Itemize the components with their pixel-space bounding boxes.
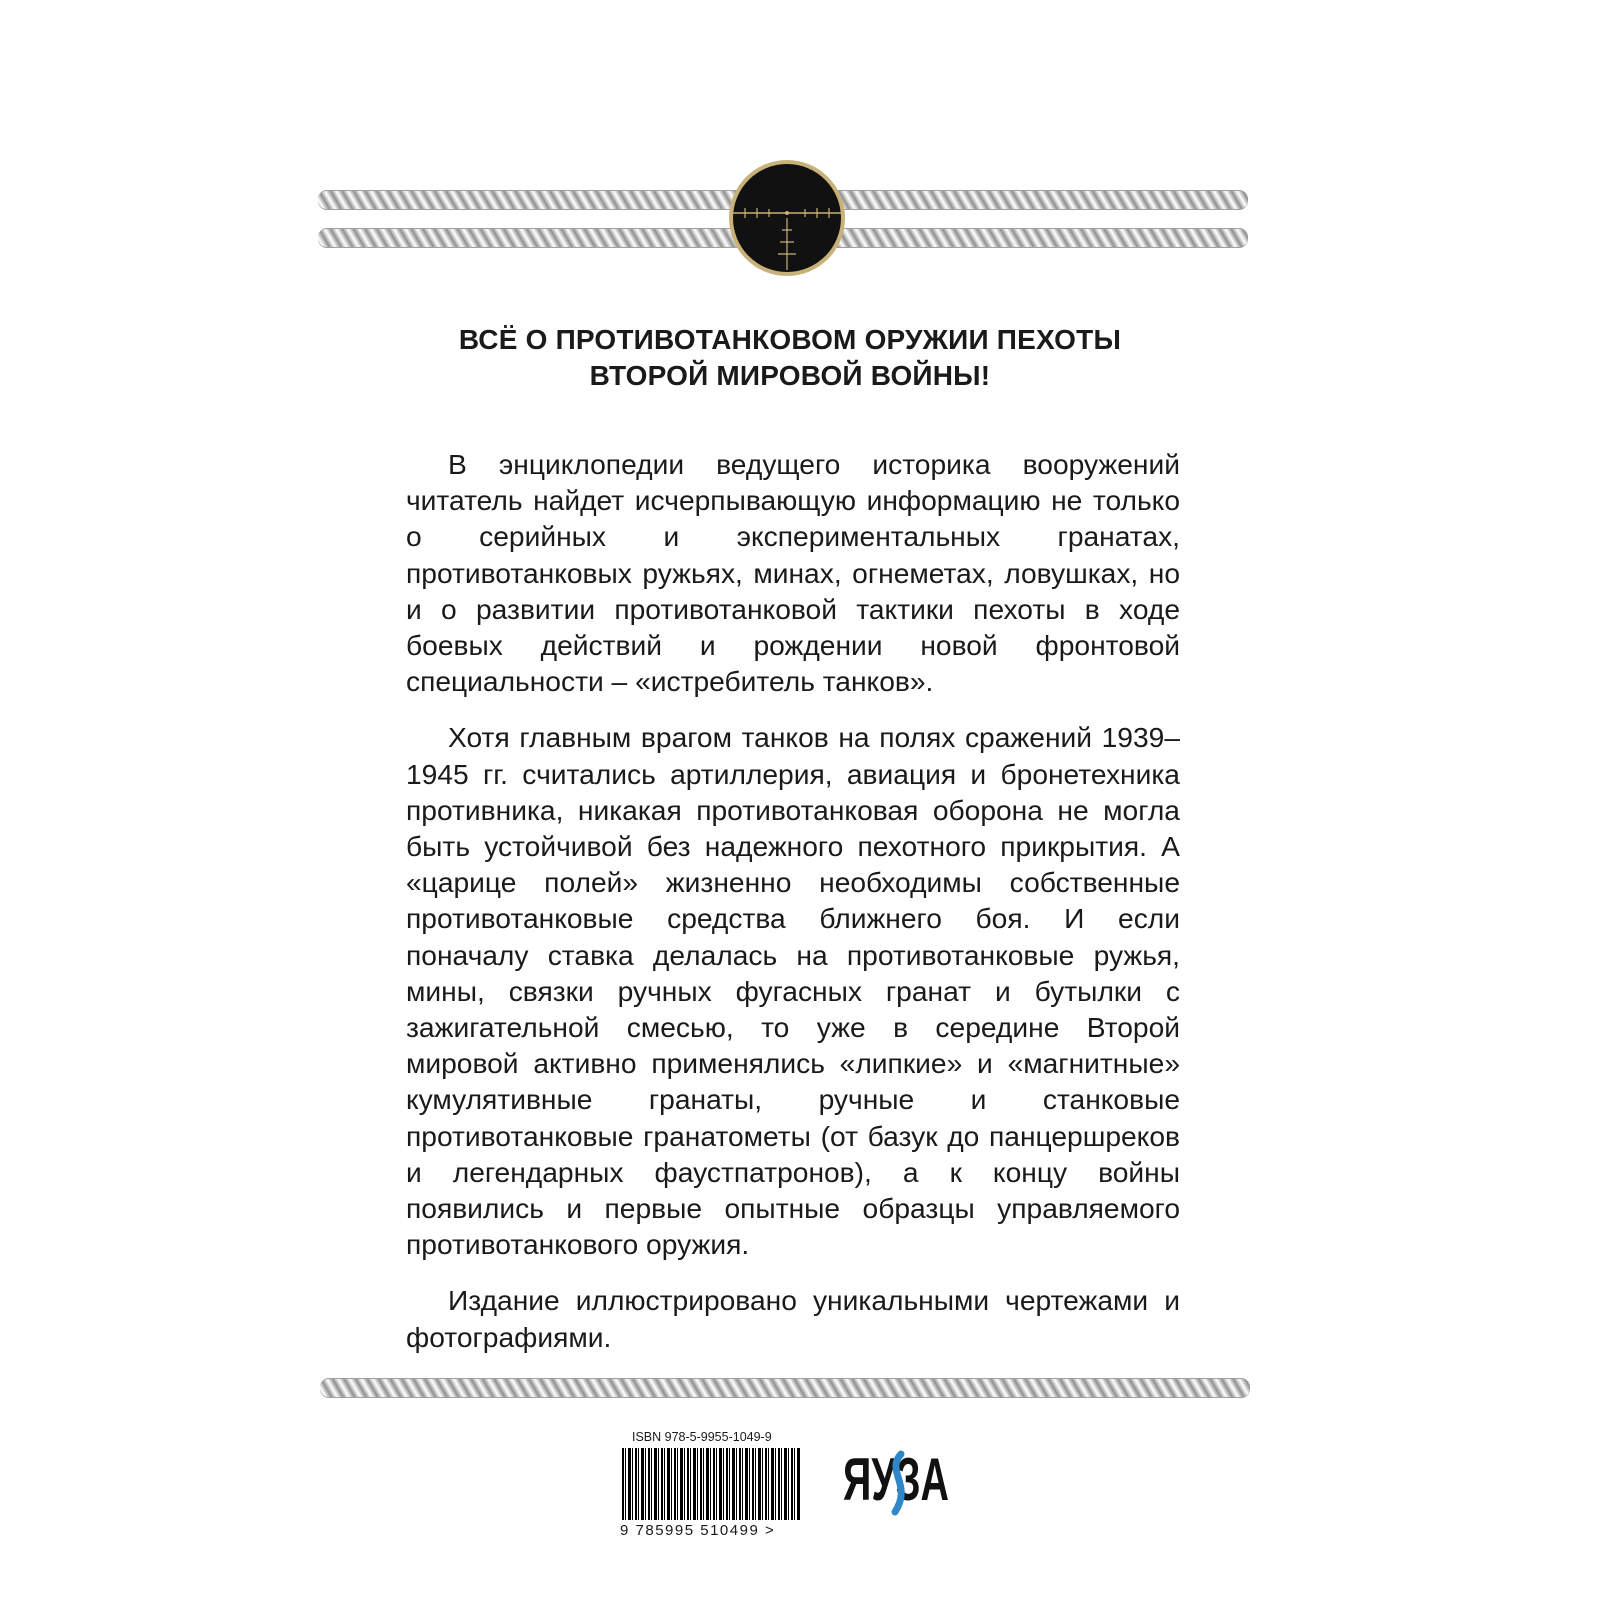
publisher-logo [843,1442,953,1522]
publisher-logo-text: ЯУЗА [843,1446,949,1513]
headline-line-1: ВСЁ О ПРОТИВОТАНКОВОМ ОРУЖИИ ПЕХОТЫ [458,324,1122,355]
headline [330,322,1250,394]
description [406,446,1180,1375]
barcode-digits: 9 785995 510499 > [620,1522,776,1539]
scope-reticle-icon [727,158,847,278]
description-paragraph-2: Хотя главным врагом танков на полях сражений 1939–1945 гг. считались артиллерия, авиация и бронетехника противника, никакая противотанковая оборона не могла быть устойчивой без надежного пехотного прикрытия. А «царице полей» жизненно необходимы собственные противотанковые средства ближнего боя. И если поначалу ставка делалась на противотанковые ружья, мины, связки ручных фугасных гранат и бутылки с зажигательной смесью, то уже в середине Второй мировой активно применялись «липкие» и «магнитные» кумулятивные гранаты, ручные и станковые противотанковые гранатометы (от базук до панцершреков и легендарных фаустпатронов), а к концу войны появились и первые опытные образцы управляемого противотанкового оружия. [406,721,1180,1261]
isbn-label: ISBN 978-5-9955-1049-9 [632,1430,772,1444]
barcode-icon [622,1448,800,1520]
isbn-barcode-block [620,1430,805,1540]
description-paragraph-3: Издание иллюстрировано уникальными чертежами и фотографиями. [406,1284,1180,1353]
headline-line-2: ВТОРОЙ МИРОВОЙ ВОЙНЫ! [589,360,991,391]
rope-divider-bottom [320,1378,1250,1398]
description-paragraph-1: В энциклопедии ведущего историка вооружений читатель найдет исчерпывающую информацию не только о серийных и экспериментальных гранатах, противотанковых ружьях, минах, огнеметах, ловушках, но и о развитии противотанковой тактики пехоты в ходе боевых действий и рождении новой фронтовой специальности – «истребитель танков». [406,448,1180,698]
